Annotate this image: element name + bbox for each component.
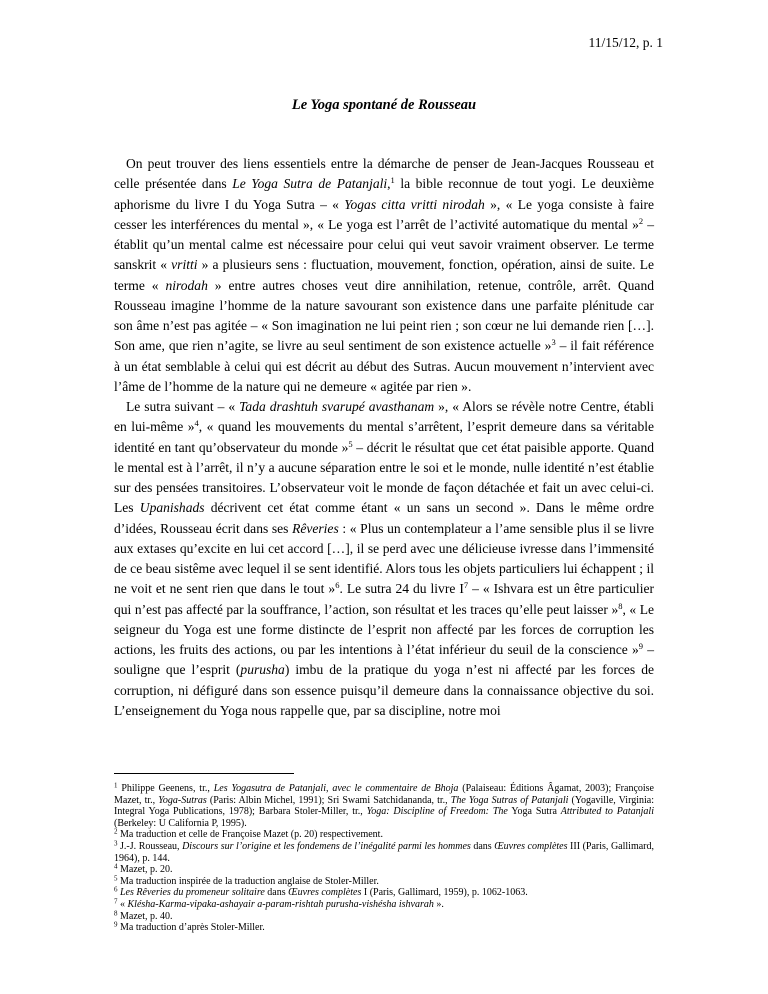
- footnote-5: $^5$ Ma traduction inspirée de la traduction anglaise de Stoler-Miller.: [114, 874, 379, 887]
- footnote-7: $^7$ « Klésha-Karma-vipaka-ashayair a-param-rishtah purusha-vishésha ishvarah ».: [114, 897, 444, 910]
- footnote-1: $^1$ Philippe Geenens, tr., Les Yogasutra de Patanjali, avec le commentaire de Bhoja (Palaiseau: Éditions Âgamat, 2003); Françoise Mazet, tr., Yoga-Sutras (Paris: Albin Michel, 1991); Sri Swami Satchidananda, tr., The Yoga Sutras of Patanjali (Yogaville, Virginia: Integral Yoga Publications, 1978); Barbara Stoler-Miller, tr., Yoga: Discipline of Freedom: The Yoga Sutra Attributed to Patanjali (Berkeley: U California P, 1995).: [114, 781, 654, 829]
- footnote-ref-8[interactable]: 8: [618, 600, 623, 611]
- footnote-ref-6[interactable]: 6: [335, 580, 340, 591]
- footnote-ref-3[interactable]: 3: [551, 337, 556, 348]
- footnote-ref-1[interactable]: 1: [390, 175, 395, 186]
- footnote-ref-7[interactable]: 7: [463, 580, 469, 591]
- footnote-ref-5[interactable]: 5: [348, 438, 353, 449]
- page-header: 11/15/12, p. 1: [588, 35, 663, 50]
- footnotes: [114, 783, 654, 934]
- footnote-2: $^2$ Ma traduction et celle de Françoise Mazet (p. 20) respectivement.: [114, 827, 383, 841]
- footnote-ref-2[interactable]: 2: [638, 215, 644, 226]
- footnote-ref-4[interactable]: 4: [194, 418, 199, 429]
- document-title: Le Yoga spontané de Rousseau: [291, 97, 477, 113]
- paragraph-1: On peut trouver des liens essentiels entre la démarche de penser de Jean-Jacques Rousseau et celle présentée dans Le Yoga Sutra de Patanjali,$^1$ la bible reconnue de tout yogi. Le deuxième aphorisme du livre I du Yoga Sutra – « Yogas citta vritti nirodah », « Le yoga consiste à faire cesser les interférences du mental », « Le yoga est l’arrêt de l’activité automatique du mental »$^2$ – établit qu’un mental calme est nécessaire pour celui qui veut savoir vraiment observer. Le terme sanskrit « vritti » a plusieurs sens : fluctuation, mouvement, fonction, opération, ainsi de suite. Le terme « nirodah » entre autres choses veut dire annihilation, retenue, contrôle, arrêt. Quand Rousseau imagine l’homme de la nature savourant son existence dans une parfaite plénitude car son âme n’est pas agitée – « Son imagination ne lui peint rien ; son cœur ne lui demande rien […]. Son ame, que rien n’agite, se livre au seul sentiment de son existence actuelle »$^3$ – il fait référence à un état semblable à celui qui est décrit au début des Sutras. Aucun mouvement n’intervient avec l’âme de l’homme de la nature qui ne demeure « agitée par rien ».: [114, 156, 654, 394]
- footnote-4: $^4$ Mazet, p. 20.: [114, 862, 173, 876]
- footnote-6: $^6$ Les Rêveries du promeneur solitaire dans Œuvres complètes I (Paris, Gallimard, 1959), p. 1062-1063.: [114, 885, 528, 899]
- footnote-8: $^8$ Mazet, p. 40.: [114, 909, 173, 922]
- footnote-ref-9[interactable]: 9: [638, 641, 643, 651]
- footnote-separator: [114, 773, 294, 774]
- footnote-3: $^3$ J.-J. Rousseau, Discours sur l’origine et les fondemens de l’inégalité parmi les hommes dans Œuvres complètes III (Paris, Gallimard, 1964), p. 144.: [114, 839, 654, 864]
- paragraph-2: Le sutra suivant – « Tada drashtuh svarupé avasthanam », « Alors se révèle notre Centre, établi en lui-même »$^4$, « quand les mouvements du mental s’arrêtent, l’esprit demeure dans sa véritable identité en tant qu’observateur du monde »$^5$ – décrit le résultat que cet état paisible apporte. Quand le mental est à l’arrêt, il n’y a aucune séparation entre le soi et le monde, nulle identité n’est établie sur des pensées transitoires. L’observateur voit le monde de façon détachée et fait un avec celui-ci. Les Upanishads décrivent cet état comme étant « un sans un second ». Dans le même ordre d’idées, Rousseau écrit dans ses Rêveries : « Plus un contemplateur a l’ame sensible plus il se livre aux extases qu’excite en lui cet accord […], il se perd avec une délicieuse ivresse dans l’immensité de ce beau sistême avec lequel il se sent identifié. Alors tous les objets particuliers lui échappent ; il ne voit et ne sent rien que dans le tout »$^6$. Le sutra 24 du livre $I^7$ – « Ishvara est un être particulier qui n’est pas affecté par la souffrance, l’action, son résultat et les traces qu’elle peut laisser »$^8$, « Le seigneur du Yoga est une forme distincte de l’esprit non affecté par les forces de corruption les actions, les fruits des actions, ou par les intentions à l’état inférieur du seuil de la conscience »$^9$ – souligne que l’esprit (purusha) imbu de la pratique du yoga n’est ni affecté par les forces de corruption, ni défiguré dans son essence puisqu’il demeure dans la connaissance objective du soi. L’enseignement du Yoga nous rappelle que, par sa discipline, notre moi: [114, 399, 654, 718]
- body-text: [114, 154, 654, 721]
- footnote-9: $^9$ Ma traduction d’après Stoler-Miller.: [114, 920, 265, 934]
